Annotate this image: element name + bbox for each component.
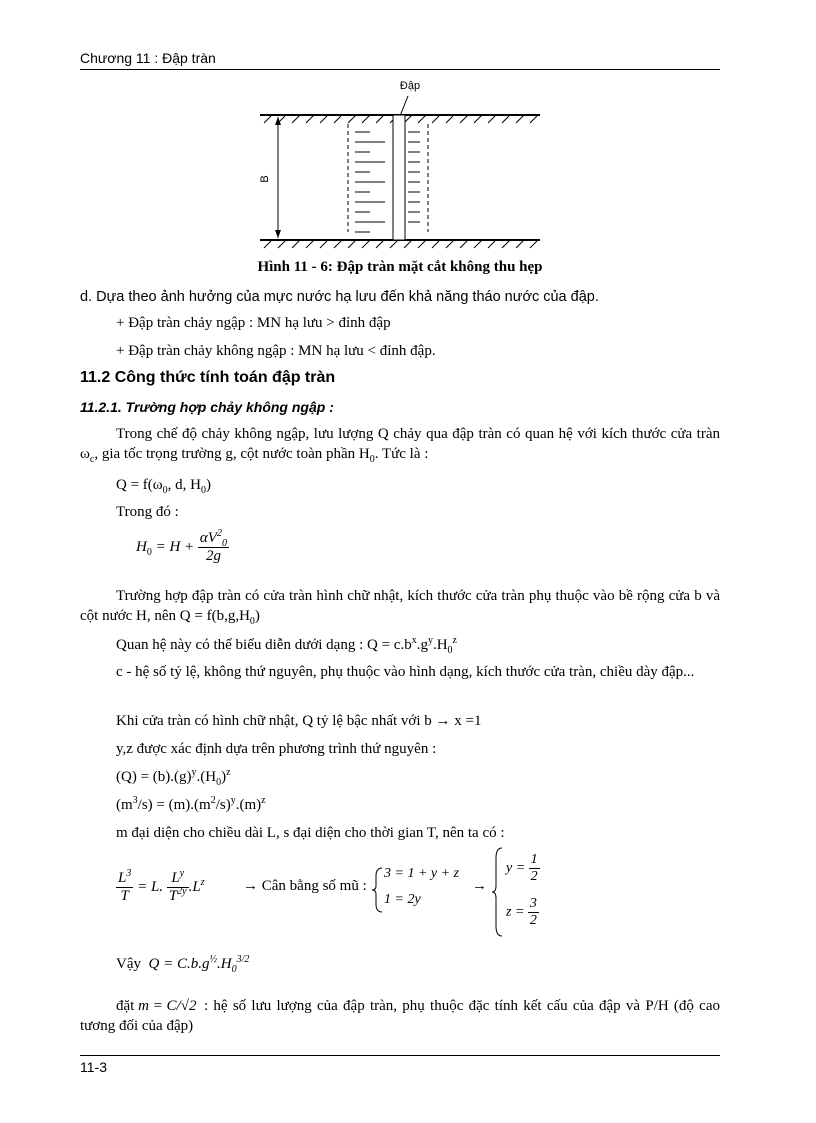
classification-submerged: + Đập tràn chảy ngập : MN hạ lưu > đỉnh đập	[116, 315, 391, 331]
dam-pointer	[400, 96, 408, 116]
paragraph-units: m đại diện cho chiều dài L, s đại diện cho thời gian T, nên ta có :	[116, 825, 505, 841]
subsection-heading: 11.2.1. Trường hợp chảy không ngập :	[80, 399, 334, 415]
implies-arrow: →	[472, 878, 487, 894]
balance-text: → Cân bằng số mũ :	[243, 878, 367, 894]
dimension-equation-2: $(m^3/s) = (m).(m^2/s)^y.(m)^z$	[116, 795, 266, 813]
solution-y: y = $\frac{1}{2}$	[506, 852, 538, 884]
classification-item-d: d. Dựa theo ảnh hưởng của mực nước hạ lưu đến khả năng tháo nước của đập.	[80, 289, 599, 305]
solution-z: z = $\frac{3}{2}$	[506, 896, 537, 928]
system-eq-2: 1 = 2y	[384, 892, 421, 907]
paragraph-x-exponent: Khi cửa tràn có hình chữ nhật, Q tỷ lệ bậc nhất với b → x =1	[116, 713, 482, 729]
paragraph-dimension-intro: y,z được xác định dựa trên phương trình thứ nguyên :	[116, 741, 437, 757]
bottom-hatch	[264, 240, 538, 248]
page-number: 11-3	[80, 1059, 107, 1075]
balance-lhs: $\frac{L^3}{T}$ = L. $\frac{L^y}{T^{2y}}$ $.L^z$	[118, 868, 205, 904]
paragraph-rectangular: Trường hợp đập tràn có cửa tràn hình chữ nhật, kích thước cửa tràn phụ thuộc vào bề rộng cửa b và cột nước H, nên $Q = f(b,g,H_0)$	[80, 588, 720, 627]
dam-label: Đập	[399, 80, 421, 92]
page-header: Chương 11 : Đập tràn	[80, 50, 216, 66]
discharge-coefficient-def: đặt m = C/√2	[116, 998, 197, 1014]
paragraph-coefficient: c - hệ số tỷ lệ, không thứ nguyên, phụ thuộc vào hình dạng, kích thước cửa tràn, chiều dày đập...	[116, 664, 695, 680]
where-label: Trong đó :	[116, 504, 179, 520]
section-heading: 11.2 Công thức tính toán đập tràn	[80, 369, 336, 386]
classification-free: + Đập tràn chảy không ngập : MN hạ lưu < đỉnh đập.	[116, 343, 436, 359]
width-label: B	[259, 175, 271, 183]
dam-plan-figure	[250, 76, 550, 256]
footer-rule	[80, 1055, 720, 1056]
equation-q-function: $Q = f(\omega_0$, d, $H_0$)	[116, 477, 211, 496]
system-brace	[370, 866, 384, 914]
result-formula: Vậy $Q = C.b.g^{\frac{1}{2}}.H_0^{3/2}$	[116, 954, 250, 975]
paragraph-intro: Trong chế độ chảy không ngập, lưu lượng Q chảy qua đập tràn có quan hệ với kích thước cửa tràn $\omega_c$, gia tốc trọng trường g, cột nước toàn phần $H_0$. Tức là :	[80, 426, 720, 465]
system-eq-1: 3 = 1 + y + z	[384, 866, 460, 881]
discharge-coefficient-desc: : hệ số lưu lượng của đập tràn, phụ thuộc đặc tính kết cấu của đập và P/H (độ cao tương đối của đập)	[80, 998, 720, 1034]
water-ticks	[355, 132, 420, 232]
header-rule	[80, 69, 720, 70]
dimension-arrow-bottom	[275, 230, 281, 238]
dam-body	[393, 115, 405, 240]
solution-brace	[490, 846, 504, 938]
figure-caption: Hình 11 - 6: Đập tràn mặt cắt không thu hẹp	[257, 259, 543, 275]
equation-h0: $H_0 = H$ + $\frac{\alpha V^2_0}{2g}$	[136, 528, 227, 564]
paragraph-relation: Quan hệ này có thể biểu diễn dưới dạng : $Q = c.b^x.g^y.H_0^z$	[116, 635, 457, 656]
dimension-equation-1: $(Q) = (b).(g)^y.(H_0)^z$	[116, 767, 231, 788]
